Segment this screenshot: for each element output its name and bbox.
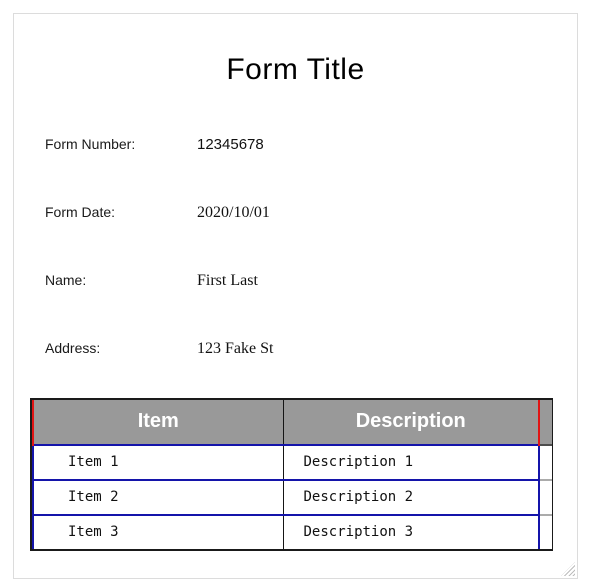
- field-label: Address:: [45, 339, 101, 356]
- field-value: 2020/10/01: [197, 203, 270, 221]
- form-fields: [45, 136, 577, 360]
- field-value: First Last: [197, 271, 258, 289]
- description-cell: Description 3: [283, 515, 539, 549]
- column-header-item: Item: [33, 400, 283, 445]
- item-cell: Item 3: [33, 515, 283, 549]
- items-table: [32, 400, 552, 549]
- field-label: Name:: [45, 271, 87, 288]
- form-card: [13, 13, 578, 579]
- resize-grip-icon[interactable]: [561, 562, 575, 576]
- field-row-form-number: [45, 136, 577, 156]
- page-title: Form Title: [226, 53, 365, 86]
- description-cell: Description 2: [283, 480, 539, 515]
- row-spacer: [539, 515, 552, 549]
- row-spacer: [539, 445, 552, 480]
- table-row: [33, 480, 552, 515]
- field-value: 12345678: [197, 135, 264, 153]
- table-row: [33, 515, 552, 549]
- items-table-border: [30, 398, 553, 551]
- table-row: [33, 445, 552, 480]
- field-row-form-date: [45, 204, 577, 224]
- item-cell: Item 1: [33, 445, 283, 480]
- description-cell: Description 1: [283, 445, 539, 480]
- field-value: 123 Fake St: [197, 339, 274, 357]
- row-spacer: [539, 480, 552, 515]
- column-header-description: Description: [283, 400, 539, 445]
- item-cell: Item 2: [33, 480, 283, 515]
- header-spacer: [539, 400, 552, 445]
- field-label: Form Number:: [45, 135, 136, 152]
- field-label: Form Date:: [45, 203, 116, 220]
- table-header-row: [33, 400, 552, 445]
- field-row-name: [45, 272, 577, 292]
- field-row-address: [45, 340, 577, 360]
